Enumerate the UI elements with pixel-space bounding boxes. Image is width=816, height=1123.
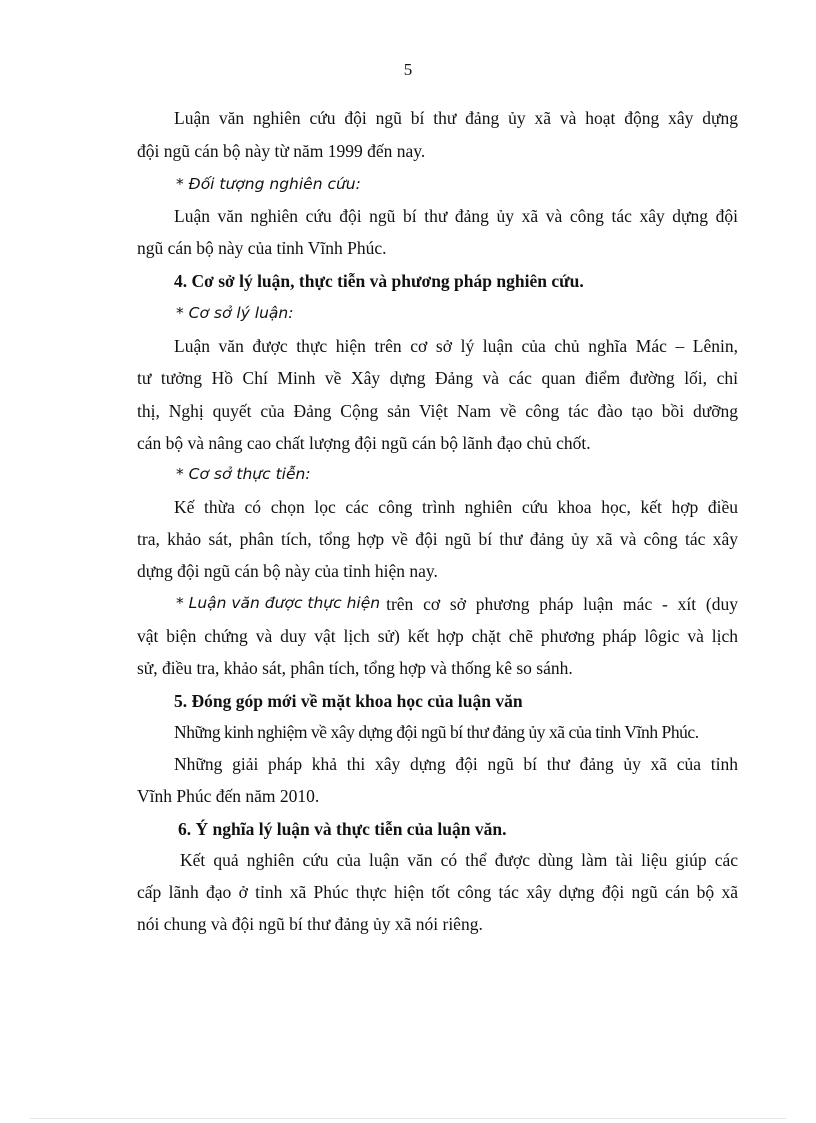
- text-line: cán bộ và nâng cao chất lượng đội ngũ cán bộ lãnh đạo chủ chốt.: [137, 433, 591, 453]
- method-label: * Luận văn được thực hiện: [176, 594, 381, 612]
- page-number: 5: [403, 60, 413, 79]
- text-line: Luận văn nghiên cứu đội ngũ bí thư đảng ủy xã và công tác xây dựng đội: [174, 206, 738, 226]
- text-line: dựng đội ngũ cán bộ này của tỉnh hiện nay.: [137, 561, 438, 581]
- text-line: đội ngũ cán bộ này từ năm 1999 đến nay.: [137, 141, 426, 161]
- section-heading-6: 6. Ý nghĩa lý luận và thực tiễn của luận văn.: [178, 819, 507, 839]
- page-bottom-rule: [30, 1118, 786, 1119]
- text-line: Kết quả nghiên cứu của luận văn có thể được dùng làm tài liệu giúp các: [180, 850, 738, 870]
- text-fragment: trên cơ sở phương pháp luận mác - xít (duy: [386, 594, 738, 614]
- text-line: thị, Nghị quyết của Đảng Cộng sản Việt Nam về công tác đào tạo bồi dưỡng: [137, 401, 738, 421]
- text-line: tra, khảo sát, phân tích, tổng hợp về đội ngũ bí thư đảng ủy xã và công tác xây: [137, 529, 738, 549]
- text-line: cấp lãnh đạo ở tỉnh xã Phúc thực hiện tốt công tác xây dựng đội ngũ cán bộ xã: [137, 882, 738, 902]
- text-line: Vĩnh Phúc đến năm 2010.: [137, 786, 320, 806]
- text-line: Luận văn nghiên cứu đội ngũ bí thư đảng ủy xã và hoạt động xây dựng: [174, 108, 738, 128]
- section-heading-4: 4. Cơ sở lý luận, thực tiễn và phương pháp nghiên cứu.: [174, 271, 584, 291]
- subheading-co-so-ly-luan: * Cơ sở lý luận:: [176, 304, 294, 322]
- text-line-mixed: [176, 596, 738, 614]
- text-line: sử, điều tra, khảo sát, phân tích, tổng hợp và thống kê so sánh.: [137, 658, 573, 678]
- subheading-doi-tuong: * Đối tượng nghiên cứu:: [176, 175, 361, 193]
- text-line: tư tưởng Hồ Chí Minh về Xây dựng Đảng và các quan điểm đường lối, chỉ: [137, 368, 738, 388]
- subheading-co-so-thuc-tien: * Cơ sở thực tiễn:: [176, 465, 311, 483]
- section-heading-5: 5. Đóng góp mới về mặt khoa học của luận văn: [174, 691, 523, 711]
- text-line: nói chung và đội ngũ bí thư đảng ủy xã nói riêng.: [137, 914, 483, 934]
- text-line: Những giải pháp khả thi xây dựng đội ngũ bí thư đảng ủy xã của tỉnh: [174, 754, 738, 774]
- text-line: Những kinh nghiệm về xây dựng đội ngũ bí thư đảng ủy xã của tỉnh Vĩnh Phúc.: [174, 722, 699, 742]
- text-line: Kế thừa có chọn lọc các công trình nghiên cứu khoa học, kết hợp điều: [174, 497, 738, 517]
- text-line: vật biện chứng và duy vật lịch sử) kết hợp chặt chẽ phương pháp lôgic và lịch: [137, 626, 738, 646]
- text-line: Luận văn được thực hiện trên cơ sở lý luận của chủ nghĩa Mác – Lênin,: [174, 336, 738, 356]
- text-line: ngũ cán bộ này của tỉnh Vĩnh Phúc.: [137, 238, 387, 258]
